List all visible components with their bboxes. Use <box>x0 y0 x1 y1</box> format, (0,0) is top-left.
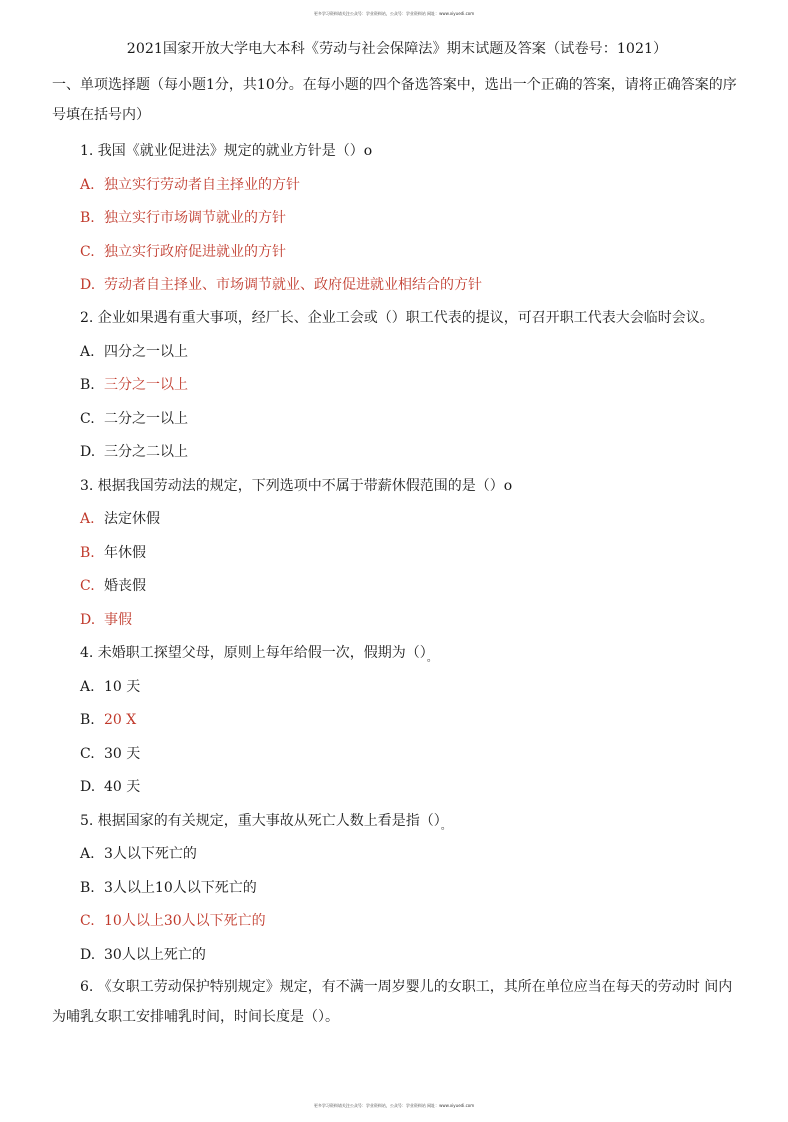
option-label: B. <box>80 544 95 561</box>
question-4-option-a <box>52 671 742 705</box>
question-5-option-b <box>52 872 742 906</box>
option-label: C. <box>80 745 95 762</box>
question-4-option-c <box>52 738 742 772</box>
option-text: 30人以上死亡的 <box>104 946 206 963</box>
question-5-option-c <box>52 905 742 939</box>
question-2-option-a <box>52 336 742 370</box>
question-2-option-d <box>52 436 742 470</box>
option-label: A. <box>80 678 95 695</box>
option-text: 30 天 <box>104 745 141 762</box>
exam-page <box>52 38 742 1035</box>
option-text: 独立实行劳动者自主择业的方针 <box>104 176 300 193</box>
question-3-option-b <box>52 537 742 571</box>
page-footer-note: 更多学习资料请关注公众号：学业资料站，公众号：学业资料站 网址：www.xiyuedi.com <box>313 1103 475 1108</box>
option-label: A. <box>80 343 95 360</box>
question-3-option-a <box>52 503 742 537</box>
option-text: 20 X <box>104 712 137 728</box>
option-label: D. <box>80 611 96 628</box>
option-text: 40 天 <box>104 779 141 795</box>
stem-period: 。 <box>440 820 451 832</box>
option-text: 二分之一以上 <box>104 410 188 427</box>
option-label: C. <box>80 410 95 427</box>
option-text: 法定休假 <box>104 511 160 527</box>
option-text: 3人以下死亡的 <box>104 846 197 862</box>
question-4-stem <box>52 637 742 671</box>
stem-period: 。 <box>426 653 437 664</box>
question-1-option-c <box>52 236 742 270</box>
option-text: 四分之一以上 <box>104 343 188 360</box>
option-label: A. <box>80 176 95 193</box>
option-text: 三分之一以上 <box>104 377 188 393</box>
page-header-note: 更多学习资料请关注公众号：学业资料站，公众号：学业资料站 网址：www.xiyuedi.com <box>313 11 475 16</box>
stem-text: 5. 根据国家的有关规定，重大事故从死亡人数上看是指（） <box>80 812 441 829</box>
option-label: B. <box>80 210 95 226</box>
question-5-option-d <box>52 939 742 973</box>
option-text: 独立实行市场调节就业的方针 <box>104 210 286 226</box>
document-title: 2021国家开放大学电大本科《劳动与社会保障法》期末试题及答案（试卷号：1021） <box>126 41 668 57</box>
question-2-stem: 2. 企业如果遇有重大事项，经厂长、企业工会或（）职工代表的提议，可召开职工代表大会临时会议。 <box>80 309 714 326</box>
option-text: 10人以上30人以下死亡的 <box>104 913 266 929</box>
question-1-option-d <box>52 269 742 303</box>
option-text: 年休假 <box>104 544 146 561</box>
question-5-stem <box>52 805 742 839</box>
option-label: D. <box>80 946 96 963</box>
option-label: D. <box>80 779 96 795</box>
option-label: A. <box>80 846 95 862</box>
question-5-option-a <box>52 838 742 872</box>
question-3-option-c <box>52 570 742 604</box>
option-text: 3人以上10人以下死亡的 <box>104 879 257 896</box>
question-6-stem: 6. 《女职工劳动保护特别规定》规定，有不满一周岁婴儿的女职工，其所在单位应当在每天的劳动时 间内为哺乳女职工安排哺乳时间，时间长度是（）。 <box>52 979 733 1025</box>
option-label: D. <box>80 277 96 293</box>
question-1-option-b <box>52 202 742 236</box>
question-2-option-b <box>52 369 742 403</box>
option-text: 独立实行政府促进就业的方针 <box>104 243 286 260</box>
question-4-option-b <box>52 704 742 738</box>
option-text: 婚丧假 <box>104 578 146 594</box>
option-label: A. <box>80 511 95 527</box>
stem-text: 4. 未婚职工探望父母，原则上每年给假一次，假期为（） <box>80 645 427 661</box>
question-3-stem: 3. 根据我国劳动法的规定，下列选项中不属于带薪休假范围的是（）o <box>80 477 513 494</box>
question-1-option-a <box>52 169 742 203</box>
option-label: C. <box>80 243 95 260</box>
option-text: 10 天 <box>104 678 141 695</box>
question-4-option-d <box>52 771 742 805</box>
option-label: B. <box>80 879 95 896</box>
option-label: C. <box>80 913 95 929</box>
question-2-option-c <box>52 403 742 437</box>
option-label: B. <box>80 377 95 393</box>
question-3-option-d <box>52 604 742 638</box>
option-text: 劳动者自主择业、市场调节就业、政府促进就业相结合的方针 <box>104 277 482 293</box>
option-text: 三分之二以上 <box>104 444 188 460</box>
option-label: D. <box>80 444 96 460</box>
option-label: C. <box>80 578 95 594</box>
option-label: B. <box>80 712 95 728</box>
question-1-stem: 1. 我国《就业促进法》规定的就业方针是（）o <box>80 143 373 159</box>
option-text: 事假 <box>104 611 132 628</box>
section-heading: 一、单项选择题（每小题1分，共10分。在每小题的四个备选答案中，选出一个正确的答案，请将正确答案的序号填在括号内） <box>52 77 737 123</box>
